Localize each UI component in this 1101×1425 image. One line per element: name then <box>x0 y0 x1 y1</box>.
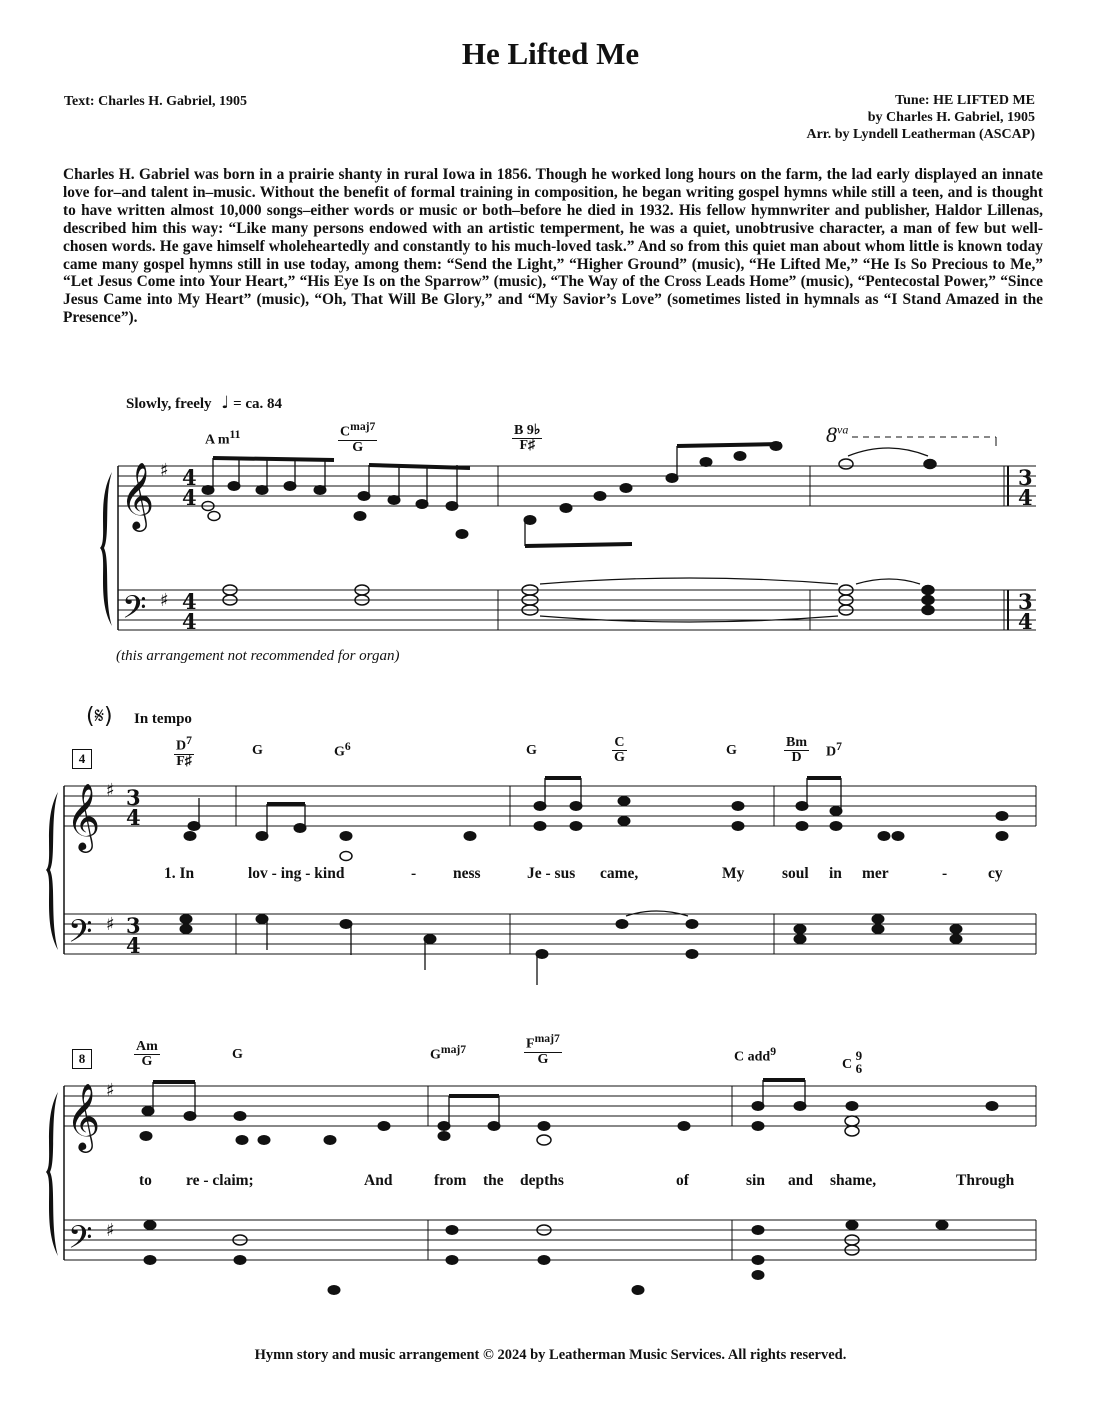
treble-clef-icon: 𝄞 <box>66 782 101 850</box>
system2-treble-staff <box>64 786 1036 826</box>
lyric-syllable: My <box>722 865 745 882</box>
chord-b9b-root: B 9♭ <box>514 423 541 438</box>
tempo-text: Slowly, freely <box>126 396 212 412</box>
chord-d7-ext: 7 <box>186 734 192 747</box>
ottava-number: 8 <box>826 422 837 447</box>
chord-b9b-over-fsharp <box>512 424 542 453</box>
chord-cmaj7-ext: maj7 <box>350 420 376 433</box>
chord-fmaj7-root: F <box>526 1036 535 1052</box>
lyric-syllable: mer <box>862 865 889 882</box>
chord-am-over-g <box>134 1040 160 1069</box>
hymn-story: Charles H. Gabriel was born in a prairie shanty in rural Iowa in 1856. Though he worked long hours on the farm, the lad early displayed an innate love for–and talent in–music. Without the benefit of formal training in composition, he began writing gospel hymns while still a teen, and is thought to have written almost 10,000 songs–either words or music or both–before he died in 1932. His fellow hymnwriter and publisher, Haldor Lillenas, described him this way: “Like many persons endowed with an artistic temperment, he was a quiet, unobtrusive character, a man of few but well-chosen words. He gave himself wholeheartedly and constantly to his much-loved task.” And so from this quiet man about whom little is known today came many gospel hymns still in use today, among them: “Send the Light,” “Higher Ground” (music), “He Lifted Me,” “He Is So Precious to Me,” “Let Jesus Come into Your Heart,” “His Eye Is on the Sparrow” (music), “The Way of the Cross Leads Home” (music), “Pentecostal Power,” “Since Jesus Came into My Heart” (music), “Oh, That Will Be Glory,” and “My Savior’s Love” (sometimes listed in hymnals as “I Stand Amazed in the Presence”). <box>63 166 1043 327</box>
lyric-syllable: 1. In <box>164 865 195 882</box>
system3-bass-staff <box>64 1220 1036 1260</box>
chord-cmaj7-bass: G <box>352 439 364 455</box>
system3-treble-staff <box>64 1086 1036 1126</box>
tune-credit-line3: Arr. by Lyndell Leatherman (ASCAP) <box>806 127 1035 142</box>
sharp-icon: ♯ <box>160 460 169 481</box>
measure-number-4: 4 <box>72 749 92 769</box>
chord-bm-over-d <box>784 736 809 765</box>
lyric-syllable: to <box>139 1172 152 1189</box>
chord-g: G <box>232 1047 243 1062</box>
segno-icon: (𝄋) <box>86 704 113 729</box>
chord-c-bass: G <box>614 750 625 765</box>
time-sig-den: 4 <box>1018 609 1033 634</box>
chord-fmaj7-ext: maj7 <box>534 1032 560 1045</box>
chord-g: G <box>726 743 737 758</box>
lyric-syllable: lov - ing - kind <box>248 865 345 882</box>
chord-d7-root: D <box>176 738 187 754</box>
organ-note: (this arrangement not recommended for organ) <box>116 648 400 664</box>
tempo-value: = ca. 84 <box>233 396 283 412</box>
lyric-syllable: cy <box>988 865 1003 882</box>
tempo-in-tempo: In tempo <box>134 711 192 727</box>
chord-g6-ext: 6 <box>344 740 351 753</box>
chord-am11 <box>205 428 241 449</box>
chord-c-over-g <box>612 736 627 765</box>
chord-d7b-root: D <box>826 744 837 760</box>
chord-cadd9 <box>734 1045 776 1066</box>
chord-g: G <box>526 743 537 758</box>
chord-am-bass: G <box>141 1054 153 1069</box>
time-sig-num: 4 <box>182 465 197 490</box>
sharp-icon: ♯ <box>106 1220 115 1241</box>
lyric-syllable: soul <box>782 865 809 882</box>
system2-bass-staff <box>64 914 1036 954</box>
sharp-icon: ♯ <box>160 590 169 611</box>
bass-clef-icon: 𝄢 <box>68 913 93 957</box>
chord-gmaj7 <box>430 1043 466 1064</box>
chord-g: G <box>252 743 263 758</box>
time-sig-num: 3 <box>126 913 141 938</box>
chord-b9b-bass: F♯ <box>519 438 535 453</box>
quarter-note-icon: ♩ <box>221 393 230 413</box>
text-credit: Text: Charles H. Gabriel, 1905 <box>64 94 248 109</box>
chord-c69-root: C <box>842 1057 853 1072</box>
lyric-syllable: shame, <box>830 1172 877 1189</box>
s1-m2-notes <box>524 442 782 547</box>
time-sig-num: 3 <box>126 785 141 810</box>
lyric-syllable: ness <box>453 865 481 882</box>
tune-credit-line1: Tune: HE LIFTED ME <box>895 93 1035 108</box>
ottava-suffix: va <box>837 422 849 437</box>
lyric-syllable: - <box>411 865 417 882</box>
chord-gmaj7-root: G <box>430 1047 441 1063</box>
lyric-syllable: And <box>364 1172 393 1189</box>
lyric-syllable: Through <box>956 1172 1015 1189</box>
time-sig-den: 4 <box>126 933 141 958</box>
copyright-footer: Hymn story and music arrangement © 2024 by Leatherman Music Services. All rights reserved. <box>254 1347 847 1363</box>
sharp-icon: ♯ <box>106 1080 115 1101</box>
chord-cmaj7-root: C <box>340 424 351 440</box>
chord-d7-bass: F♯ <box>176 753 192 769</box>
tempo-marking-1 <box>126 393 282 413</box>
tune-credit-line2: by Charles H. Gabriel, 1905 <box>867 110 1035 125</box>
time-sig-num: 3 <box>1018 589 1033 614</box>
chord-gmaj7-ext: maj7 <box>440 1043 467 1056</box>
chord-bm-bass: D <box>791 750 802 765</box>
lyric-syllable: came, <box>600 865 639 882</box>
chord-fmaj7-bass: G <box>537 1051 549 1067</box>
chord-c69-ext-bottom: 6 <box>855 1061 863 1076</box>
lyric-syllable: - <box>942 865 948 882</box>
page-title: He Lifted Me <box>461 36 640 71</box>
bass-clef-icon: 𝄢 <box>122 589 147 633</box>
bass-clef-icon: 𝄢 <box>68 1219 93 1263</box>
chord-cadd9-ext: 9 <box>770 1045 777 1058</box>
system1-bass-staff <box>118 590 1036 630</box>
system1-treble-staff <box>118 466 1036 506</box>
lyric-syllable: and <box>788 1172 813 1189</box>
sharp-icon: ♯ <box>106 914 115 935</box>
lyric-syllable: of <box>676 1172 689 1189</box>
sharp-icon: ♯ <box>106 780 115 801</box>
time-sig-den: 4 <box>182 485 197 510</box>
chord-g6-root: G <box>334 744 345 760</box>
time-sig-den: 4 <box>1018 485 1033 510</box>
chord-am11-ext: 11 <box>229 428 241 441</box>
chord-am11-root: A m <box>205 432 230 448</box>
chord-am-root: Am <box>136 1039 158 1054</box>
lyric-syllable: depths <box>520 1172 564 1189</box>
lyric-syllable: sin <box>746 1172 765 1189</box>
chord-bm-root: Bm <box>786 735 807 750</box>
chord-cmaj7-over-g <box>338 420 377 455</box>
time-sig-den: 4 <box>182 609 197 634</box>
time-sig-num: 3 <box>1018 465 1033 490</box>
lyric-syllable: from <box>434 1172 467 1189</box>
chord-g6 <box>334 740 351 761</box>
ottava-mark <box>826 422 848 448</box>
chord-c69 <box>842 1047 863 1076</box>
chord-c-root: C <box>612 736 627 751</box>
lyric-syllable: the <box>483 1172 504 1189</box>
chord-d7-over-fsharp <box>174 734 194 769</box>
treble-clef-icon: 𝄞 <box>66 1082 101 1150</box>
lyric-syllable: re - claim; <box>186 1172 254 1189</box>
lyric-syllable: Je - sus <box>527 865 576 882</box>
chord-d7b-ext: 7 <box>836 740 842 753</box>
time-sig-num: 4 <box>182 589 197 614</box>
s1-m1-notes <box>202 458 470 539</box>
time-sig-den: 4 <box>126 805 141 830</box>
chord-cadd9-root: C add <box>734 1049 771 1065</box>
chord-d7 <box>826 740 842 761</box>
measure-number-8: 8 <box>72 1049 92 1069</box>
chord-fmaj7-over-g <box>524 1032 562 1067</box>
lyric-syllable: in <box>829 865 842 882</box>
treble-clef-icon: 𝄞 <box>120 461 155 529</box>
chord-c69-ext-top: 9 <box>855 1048 863 1063</box>
